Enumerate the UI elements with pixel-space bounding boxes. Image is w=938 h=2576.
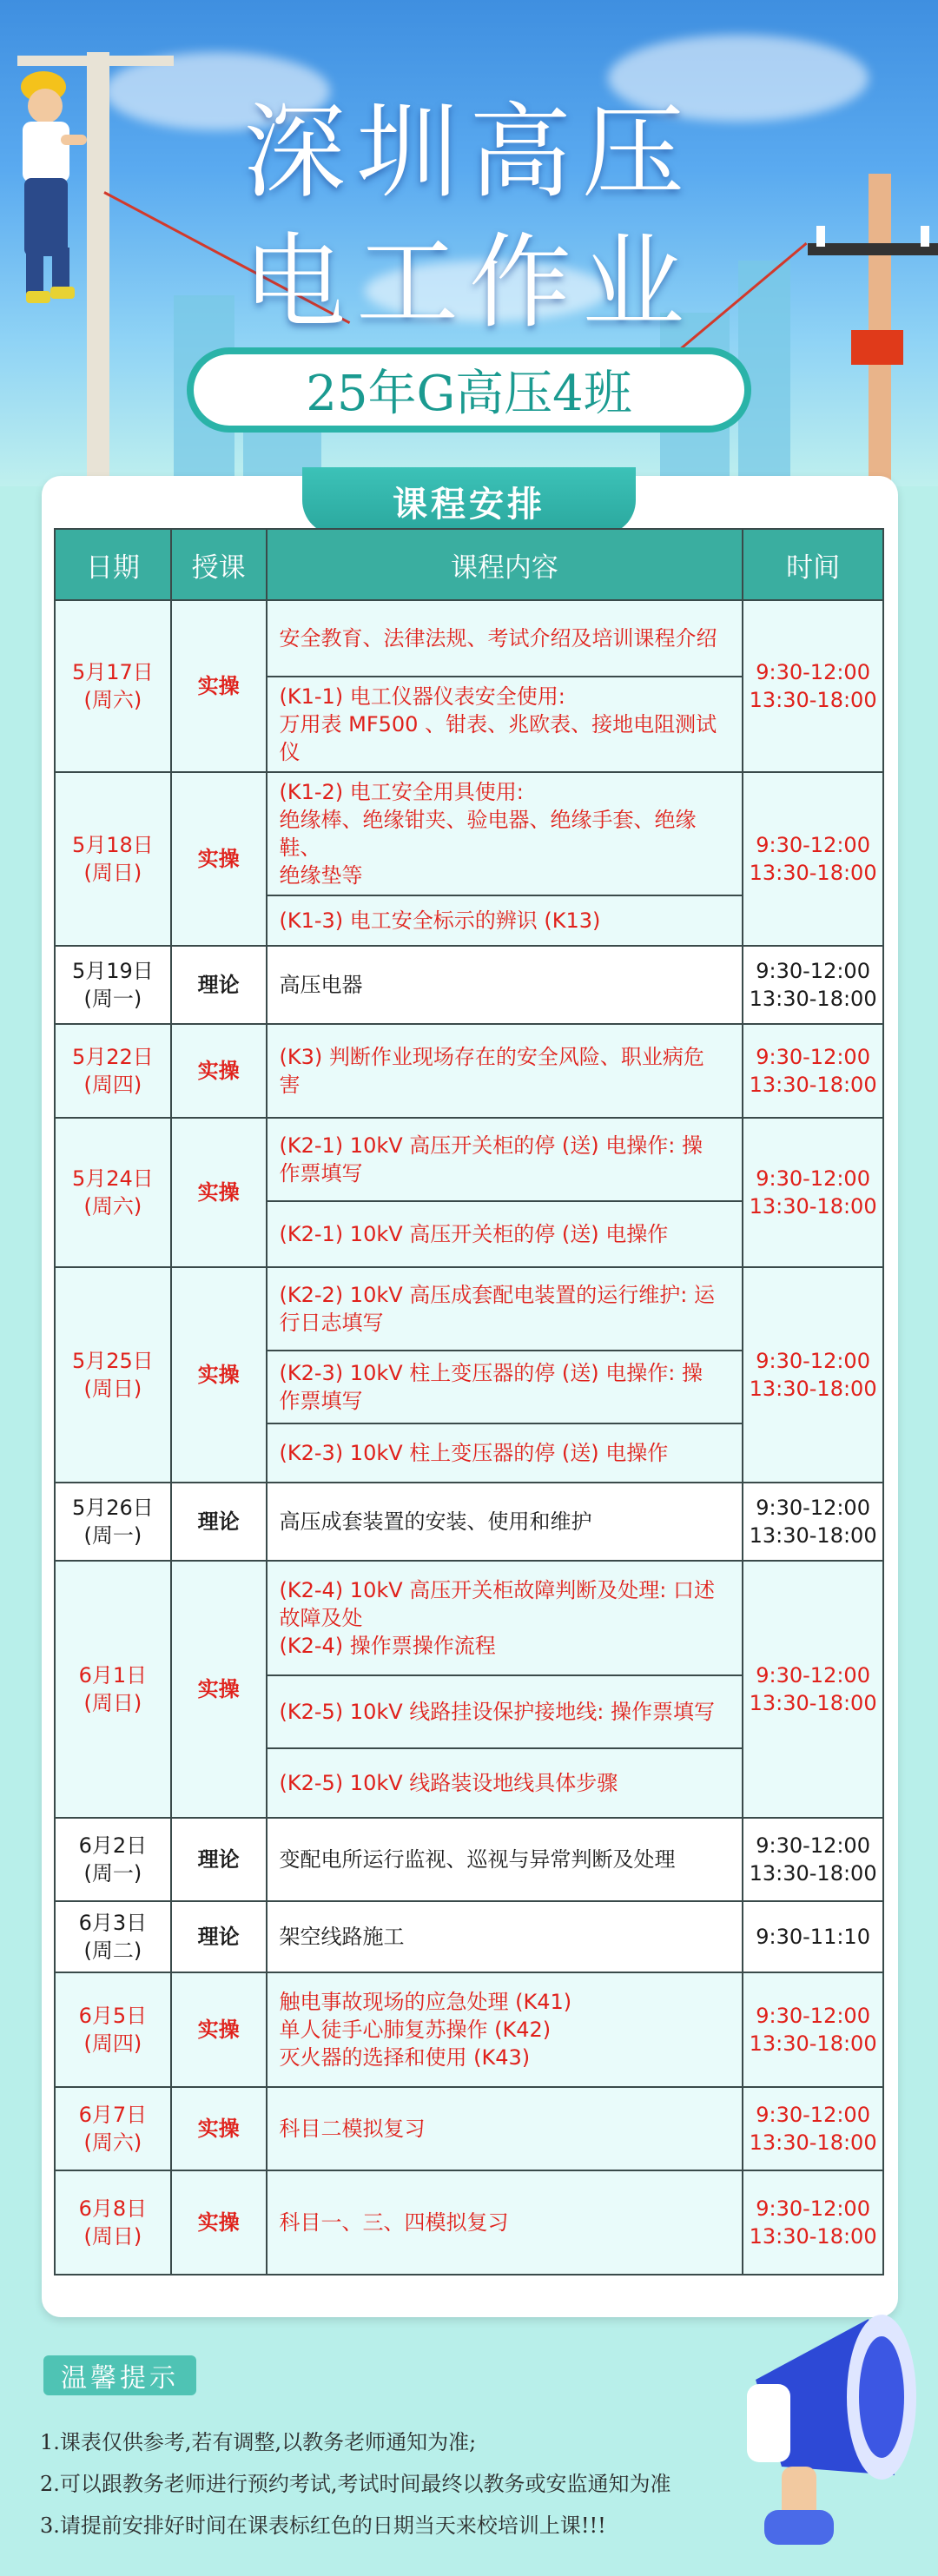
- time-morning: 9:30-12:00: [756, 1166, 870, 1191]
- course-content-line: 作票填写: [279, 1161, 363, 1186]
- date-cell: [55, 1818, 171, 1901]
- course-content-cell: [267, 772, 743, 895]
- time-morning: 9:30-12:00: [756, 1833, 870, 1858]
- course-content-line: (K1-1) 电工仪器仪表安全使用:: [279, 684, 565, 709]
- lesson-type-cell: 实操: [171, 1972, 267, 2087]
- megaphone-icon: [730, 2302, 929, 2562]
- time-cell: [743, 772, 883, 946]
- time-cell: [743, 2087, 883, 2170]
- course-content-line: 绝缘垫等: [279, 863, 363, 888]
- course-content-cell: [267, 1901, 743, 1972]
- schedule-table: [54, 528, 884, 2275]
- course-content-line: 触电事故现场的应急处理 (K41): [279, 1990, 572, 2014]
- time-morning: 9:30-12:00: [756, 2004, 870, 2028]
- date-cell: [55, 1972, 171, 2087]
- course-content-cell: [267, 895, 743, 946]
- weekday-text: (周日): [83, 1691, 142, 1715]
- weekday-text: (周一): [83, 1523, 142, 1548]
- lesson-type-cell: 理论: [171, 1901, 267, 1972]
- course-content-line: (K2-5) 10kV 线路装设地线具体步骤: [279, 1771, 618, 1795]
- course-content-line: (K2-1) 10kV 高压开关柜的停 (送) 电操作: [279, 1222, 669, 1246]
- course-content-line: 绝缘棒、绝缘钳夹、验电器、绝缘手套、绝缘鞋、: [279, 808, 697, 860]
- date-text: 6月8日: [78, 2196, 148, 2221]
- time-cell: [743, 1483, 883, 1561]
- time-cell: [743, 1972, 883, 2087]
- date-text: 5月18日: [71, 833, 154, 857]
- table-row: [55, 1818, 883, 1901]
- date-text: 6月1日: [78, 1663, 148, 1688]
- date-text: 6月3日: [78, 1911, 148, 1935]
- time-morning: 9:30-12:00: [756, 1496, 870, 1520]
- table-row: [55, 1483, 883, 1561]
- class-name-badge: 25年G高压4班: [187, 347, 751, 433]
- course-content-line: 单人徒手心肺复苏操作 (K42): [279, 2018, 552, 2042]
- table-body: [55, 600, 883, 2275]
- time-afternoon: 13:30-18:00: [749, 2130, 877, 2155]
- time-cell: [743, 1024, 883, 1118]
- course-content-cell: [267, 1561, 743, 1675]
- weekday-text: (周六): [83, 688, 142, 712]
- course-content-line: 灭火器的选择和使用 (K43): [279, 2045, 531, 2070]
- date-text: 5月17日: [71, 660, 154, 684]
- lesson-type-cell: 实操: [171, 1118, 267, 1267]
- weekday-text: (周一): [83, 1861, 142, 1886]
- time-cell: [743, 2170, 883, 2275]
- weekday-text: (周日): [83, 1377, 142, 1401]
- course-content-line: (K2-3) 10kV 柱上变压器的停 (送) 电操作: 操: [279, 1361, 703, 1385]
- course-content-cell: [267, 946, 743, 1024]
- time-afternoon: 13:30-18:00: [749, 1194, 877, 1219]
- tips-label: 温馨提示: [43, 2355, 196, 2395]
- course-content-cell: [267, 1267, 743, 1351]
- table-row: [55, 1561, 883, 1675]
- date-text: 5月26日: [71, 1496, 154, 1520]
- tip-item: 1.课表仅供参考,若有调整,以教务老师通知为准;: [40, 2430, 477, 2454]
- course-content-cell: [267, 2087, 743, 2170]
- time-cell: [743, 1901, 883, 1972]
- lesson-type-cell: 理论: [171, 1483, 267, 1561]
- date-cell: [55, 1901, 171, 1972]
- course-content-cell: [267, 1201, 743, 1267]
- table-row: [55, 1118, 883, 1201]
- table-row: [55, 600, 883, 677]
- date-text: 5月24日: [71, 1166, 154, 1191]
- header-time: 时间: [743, 529, 883, 600]
- course-content-line: 高压成套装置的安装、使用和维护: [279, 1509, 592, 1534]
- table-row: [55, 946, 883, 1024]
- time-morning: 9:30-12:00: [756, 2103, 870, 2127]
- date-cell: [55, 1024, 171, 1118]
- time-afternoon: 13:30-18:00: [749, 987, 877, 1011]
- date-text: 6月2日: [78, 1833, 148, 1858]
- time-morning: 9:30-12:00: [756, 1663, 870, 1688]
- course-content-line: 变配电所运行监视、巡视与异常判断及处理: [279, 1847, 676, 1872]
- course-content-line: (K2-4) 操作票操作流程: [279, 1634, 496, 1658]
- weekday-text: (周一): [83, 987, 142, 1011]
- date-cell: [55, 1267, 171, 1483]
- course-content-line: 行日志填写: [279, 1311, 384, 1335]
- table-row: [55, 1972, 883, 2087]
- lesson-type-cell: 实操: [171, 772, 267, 946]
- page-title-line2: 电工作业: [242, 222, 695, 342]
- lesson-type-cell: 理论: [171, 946, 267, 1024]
- time-morning: 9:30-12:00: [756, 1349, 870, 1373]
- course-content-line: (K2-2) 10kV 高压成套配电装置的运行维护: 运: [279, 1283, 715, 1307]
- time-afternoon: 13:30-18:00: [749, 2031, 877, 2056]
- time-morning: 9:30-11:10: [756, 1925, 870, 1949]
- course-content-line: (K2-1) 10kV 高压开关柜的停 (送) 电操作: 操: [279, 1133, 703, 1158]
- time-morning: 9:30-12:00: [756, 833, 870, 857]
- date-text: 6月7日: [78, 2103, 148, 2127]
- date-cell: [55, 946, 171, 1024]
- time-cell: [743, 1267, 883, 1483]
- table-header-row: [55, 529, 883, 600]
- hero-banner: [0, 0, 938, 486]
- course-content-cell: [267, 1818, 743, 1901]
- header-date: 日期: [55, 529, 171, 600]
- course-content-cell: [267, 1675, 743, 1748]
- lesson-type-cell: 实操: [171, 600, 267, 772]
- course-content-cell: [267, 1024, 743, 1118]
- course-content-line: (K2-4) 10kV 高压开关柜故障判断及处理: 口述: [279, 1578, 715, 1602]
- course-content-cell: [267, 1748, 743, 1818]
- course-content-line: 故障及处: [279, 1606, 363, 1630]
- date-cell: [55, 1561, 171, 1818]
- course-content-cell: [267, 600, 743, 677]
- time-cell: [743, 1118, 883, 1267]
- course-content-line: 万用表 MF500 、钳表、兆欧表、接地电阻测试仪: [279, 712, 717, 764]
- weekday-text: (周四): [83, 1073, 142, 1097]
- time-afternoon: 13:30-18:00: [749, 1377, 877, 1401]
- course-content-line: (K3) 判断作业现场存在的安全风险、职业病危: [279, 1045, 704, 1069]
- lesson-type-cell: 实操: [171, 1561, 267, 1818]
- header-type: 授课: [171, 529, 267, 600]
- course-content-cell: [267, 1483, 743, 1561]
- time-afternoon: 13:30-18:00: [749, 1073, 877, 1097]
- table-row: [55, 1901, 883, 1972]
- course-content-line: (K1-2) 电工安全用具使用:: [279, 780, 524, 804]
- utility-pole-icon: [799, 174, 938, 486]
- weekday-text: (周日): [83, 861, 142, 885]
- course-content-cell: [267, 1972, 743, 2087]
- table-row: [55, 772, 883, 895]
- course-content-cell: [267, 1118, 743, 1201]
- time-afternoon: 13:30-18:00: [749, 1691, 877, 1715]
- weekday-text: (周二): [83, 1939, 142, 1963]
- time-cell: [743, 1561, 883, 1818]
- weekday-text: (周六): [83, 2130, 142, 2155]
- page-title-line1: 深圳高压: [242, 92, 695, 212]
- time-cell: [743, 1818, 883, 1901]
- course-content-line: 高压电器: [279, 973, 363, 997]
- course-content-line: (K2-5) 10kV 线路挂设保护接地线: 操作票填写: [279, 1700, 715, 1724]
- course-content-line: 科目一、三、四模拟复习: [279, 2210, 509, 2235]
- time-cell: [743, 946, 883, 1024]
- table-row: [55, 2087, 883, 2170]
- weekday-text: (周四): [83, 2031, 142, 2056]
- time-afternoon: 13:30-18:00: [749, 1523, 877, 1548]
- time-morning: 9:30-12:00: [756, 1045, 870, 1069]
- section-title: 课程安排: [302, 467, 636, 535]
- lesson-type-cell: 实操: [171, 1024, 267, 1118]
- time-morning: 9:30-12:00: [756, 2196, 870, 2221]
- date-text: 5月22日: [71, 1045, 154, 1069]
- tip-item: 3.请提前安排好时间在课表标红色的日期当天来校培训上课!!!: [40, 2513, 606, 2538]
- weekday-text: (周日): [83, 2224, 142, 2249]
- date-cell: [55, 2087, 171, 2170]
- course-content-cell: [267, 1423, 743, 1483]
- course-content-line: 安全教育、法律法规、考试介绍及培训课程介绍: [279, 626, 717, 651]
- time-afternoon: 13:30-18:00: [749, 2224, 877, 2249]
- table-row: [55, 2170, 883, 2275]
- time-morning: 9:30-12:00: [756, 660, 870, 684]
- lesson-type-cell: 实操: [171, 2087, 267, 2170]
- time-afternoon: 13:30-18:00: [749, 688, 877, 712]
- course-content-cell: [267, 677, 743, 772]
- time-cell: [743, 600, 883, 772]
- lesson-type-cell: 实操: [171, 2170, 267, 2275]
- course-content-line: 作票填写: [279, 1389, 363, 1413]
- date-cell: [55, 2170, 171, 2275]
- header-content: 课程内容: [267, 529, 743, 600]
- table-row: [55, 1024, 883, 1118]
- course-content-line: 科目二模拟复习: [279, 2117, 426, 2141]
- date-cell: [55, 1118, 171, 1267]
- course-content-line: (K2-3) 10kV 柱上变压器的停 (送) 电操作: [279, 1441, 669, 1465]
- date-text: 6月5日: [78, 2004, 148, 2028]
- date-cell: [55, 772, 171, 946]
- date-text: 5月25日: [71, 1349, 154, 1373]
- table-row: [55, 1267, 883, 1351]
- time-morning: 9:30-12:00: [756, 959, 870, 983]
- course-content-cell: [267, 1351, 743, 1423]
- course-content-cell: [267, 2170, 743, 2275]
- weekday-text: (周六): [83, 1194, 142, 1219]
- lesson-type-cell: 理论: [171, 1818, 267, 1901]
- date-text: 5月19日: [71, 959, 154, 983]
- date-cell: [55, 1483, 171, 1561]
- time-afternoon: 13:30-18:00: [749, 1861, 877, 1886]
- course-content-line: 害: [279, 1073, 301, 1097]
- lesson-type-cell: 实操: [171, 1267, 267, 1483]
- date-cell: [55, 600, 171, 772]
- tip-item: 2.可以跟教务老师进行预约考试,考试时间最终以教务或安监通知为准: [40, 2472, 671, 2496]
- time-afternoon: 13:30-18:00: [749, 861, 877, 885]
- electrician-worker-icon: [0, 52, 104, 313]
- course-content-line: (K1-3) 电工安全标示的辨识 (K13): [279, 908, 601, 933]
- course-content-line: 架空线路施工: [279, 1925, 405, 1949]
